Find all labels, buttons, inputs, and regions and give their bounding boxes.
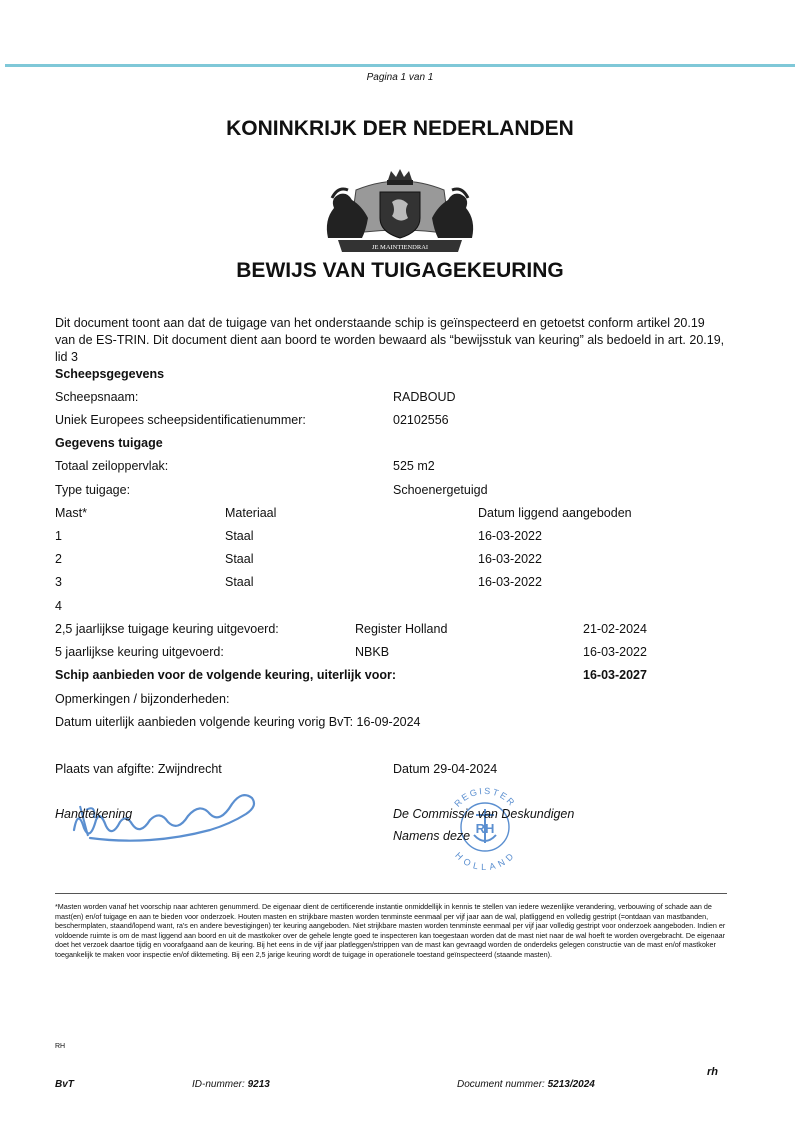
footer-document-number — [457, 1079, 595, 1090]
rig-type-value: Schoenergetuigd — [393, 483, 488, 497]
svg-text:REGISTER — [452, 786, 517, 809]
issue-date: Datum 29-04-2024 — [393, 762, 498, 776]
mast-number: 2 — [55, 552, 62, 566]
document-number-value: 5213/2024 — [547, 1079, 595, 1090]
svg-text:HOLLAND — [453, 850, 517, 872]
inspection-5-label: 5 jaarlijkse keuring uitgevoerd: — [55, 645, 224, 659]
date-col-header: Datum liggend aangeboden — [478, 506, 632, 520]
crest-motto: JE MAINTIENDRAI — [371, 244, 429, 251]
mast-date: 16-03-2022 — [478, 529, 542, 543]
coat-of-arms-icon — [318, 168, 482, 254]
mast-number: 3 — [55, 575, 62, 589]
stamp-top-text: REGISTER — [452, 785, 518, 809]
footnote-divider — [55, 893, 727, 894]
commission-label: De Commissie van Deskundigen — [393, 807, 575, 821]
page-number: Pagina 1 van 1 — [366, 72, 434, 83]
euid-label: Uniek Europees scheepsidentificatienummer: — [55, 413, 306, 427]
place-of-issue: Plaats van afgifte: Zwijndrecht — [55, 762, 222, 776]
mast-date: 16-03-2022 — [478, 552, 542, 566]
mast-material: Staal — [225, 575, 254, 589]
mast-number: 4 — [55, 599, 62, 613]
stamp-center-text: RH — [475, 821, 495, 836]
country-heading: KONINKRIJK DER NEDERLANDEN — [226, 117, 574, 140]
inspection-25-label: 2,5 jaarlijkse tuigage keuring uitgevoerd: — [55, 622, 279, 636]
register-holland-stamp-icon — [440, 775, 530, 875]
document-title: BEWIJS VAN TUIGAGEKEURING — [236, 259, 564, 282]
footer-id — [192, 1079, 270, 1090]
inspection-5-date: 16-03-2022 — [583, 645, 647, 659]
mast-number: 1 — [55, 529, 62, 543]
ship-heading: Scheepsgegevens — [55, 367, 165, 381]
ship-name-value: RADBOUD — [393, 390, 456, 404]
material-col-header: Materiaal — [225, 506, 277, 520]
ship-name-label: Scheepsnaam: — [55, 390, 139, 404]
mast-date: 16-03-2022 — [478, 575, 542, 589]
inspection-25-by: Register Holland — [355, 622, 448, 636]
rig-type-label: Type tuigage: — [55, 483, 131, 497]
sail-area-value: 525 m2 — [393, 459, 435, 473]
signature-label: Handtekening — [55, 807, 133, 821]
initials-small: RH — [55, 1043, 66, 1050]
euid-value: 02102556 — [393, 413, 449, 427]
footer-bvt: BvT — [55, 1079, 74, 1090]
remarks-text: Datum uiterlijk aanbieden volgende keuring vorig BvT: 16-09-2024 — [55, 715, 421, 729]
footer-rh: rh — [707, 1066, 718, 1078]
on-behalf-label: Namens deze — [393, 829, 471, 843]
top-rule — [5, 64, 795, 67]
rig-heading: Gegevens tuigage — [55, 436, 163, 450]
inspection-5-by: NBKB — [355, 645, 390, 659]
next-inspection-label: Schip aanbieden voor de volgende keuring, uiterlijk voor: — [55, 668, 397, 682]
id-value: 9213 — [247, 1079, 270, 1090]
footnote-text: *Masten worden vanaf het voorschip naar achteren genummerd. De eigenaar dient de certificerende instantie onmiddellijk in kennis te stellen van iedere wezenlijke verandering, verbouwing of schade aan de mast(en) en/of tuigage en aan te bieden voor onderzoek. Houten masten en strijkbare masten worden tenminste eenmaal per vijf jaar aan de wal, platliggend en volledig gestript (=ontdaan van mastbanden, beschermplaten, staand/lopend want, ra's en andere bevestigingen) ter keuring aangeboden. Niet strijkbare masten worden tenminste eenmaal per vijf jaar volledig gestript voor onderzoek aangeboden. Indien er voldoende ruimte is om de mast liggend aan boord en uit de mastkoker over de gehele lengte goed te inspecteren kan toegestaan worden dat de mast niet naar de wal hoeft te worden overgebracht. De eigenaar doet het verzoek daartoe tijdig en voorafgaand aan de keuring. Bij het eens in de vijf jaar platleggen/strippen van de mast kan gevraagd worden de onderdeks gelegen constructie van de mast en/of mastkoker toegankelijk te maken voor inspectie en/of diktemeting. Bij een 2,5 jarige keuring wordt de tuigage in operationele toestand geïnspecteerd (staande masten). — [55, 902, 726, 959]
sail-area-label: Totaal zeiloppervlak: — [55, 459, 169, 473]
intro-text: Dit document toont aan dat de tuigage van het onderstaande schip is geïnspecteerd en getoetst conform artikel 20.19 van de ES-TRIN. Dit document dient aan boord te worden bewaard als “bewijsstuk van keuring” als bedoeld in art. 20.19, lid 3 — [55, 316, 725, 364]
mast-col-header: Mast* — [55, 506, 87, 520]
stamp-bottom-text: HOLLAND — [453, 850, 517, 873]
remarks-label: Opmerkingen / bijzonderheden: — [55, 692, 230, 706]
mast-material: Staal — [225, 529, 254, 543]
id-label: ID-nummer: — [192, 1079, 245, 1090]
mast-material: Staal — [225, 552, 254, 566]
document-number-label: Document nummer: — [457, 1079, 545, 1090]
next-inspection-date: 16-03-2027 — [583, 668, 647, 682]
inspection-25-date: 21-02-2024 — [583, 622, 647, 636]
